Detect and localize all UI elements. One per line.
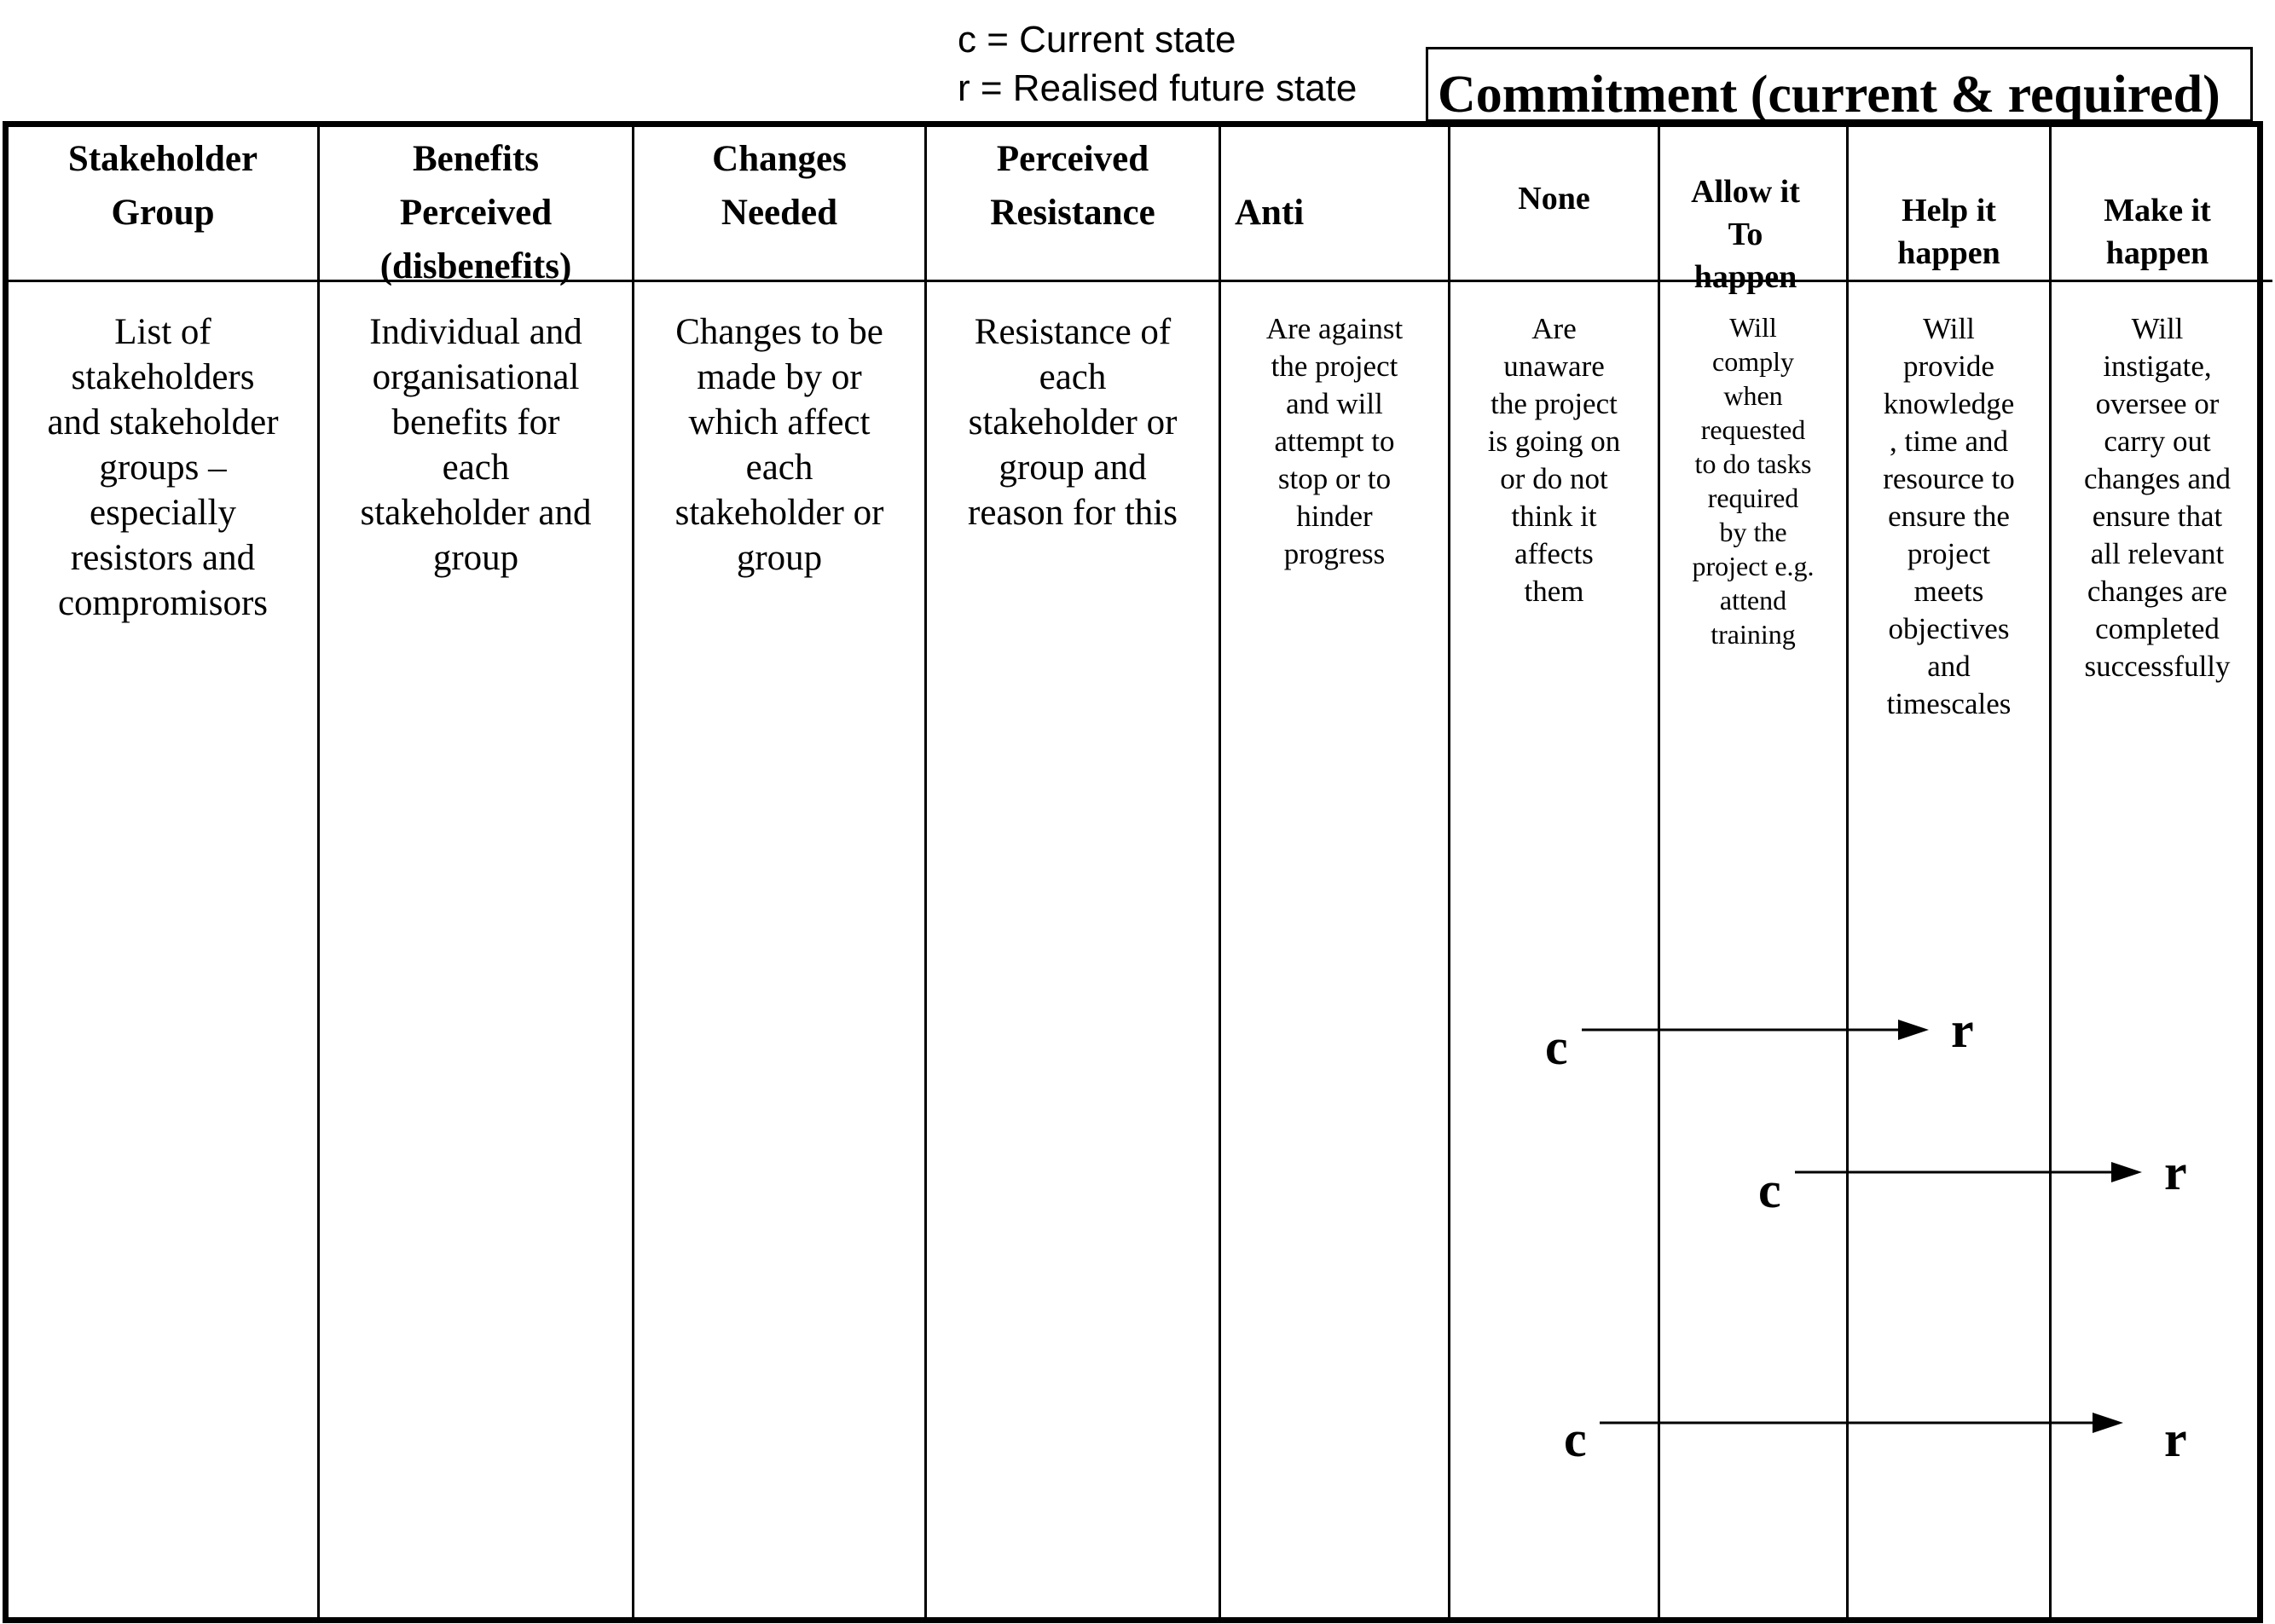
header-stakeholder-group: Stakeholder Group bbox=[67, 139, 258, 233]
header-none: None bbox=[1518, 181, 1590, 217]
description-help-it-happen: Will provide knowledge , time and resource to ensure the project meets objectives and timescales bbox=[1883, 312, 2015, 720]
description-make-it-happen: Will instigate, oversee or carry out changes and ensure that all relevant changes are completed successfully bbox=[2083, 312, 2231, 683]
description-changes-needed: Changes to be made by or which affect each stakeholder or group bbox=[674, 312, 884, 578]
description-perceived-resistance: Resistance of each stakeholder or group and reason for this bbox=[968, 312, 1178, 533]
header-changes-needed: Changes Needed bbox=[712, 139, 847, 233]
description-benefits-perceived: Individual and organisational benefits for each stakeholder and group bbox=[360, 312, 592, 578]
current-state-label: c bbox=[1564, 1411, 1587, 1467]
transition-arrow bbox=[1582, 1020, 1929, 1040]
transition-arrow bbox=[1600, 1413, 2123, 1433]
header-allow-it-to-happen: Allow it To happen bbox=[1691, 174, 1800, 295]
transition-arrow bbox=[1795, 1162, 2142, 1182]
header-make-it-happen: Make it happen bbox=[2104, 193, 2211, 271]
header-help-it-happen: Help it happen bbox=[1897, 193, 2000, 271]
current-state-label: c bbox=[1758, 1162, 1781, 1218]
description-allow-it-to-happen: Will comply when requested to do tasks required by the project e.g. attend training bbox=[1692, 312, 1815, 650]
future-state-label: r bbox=[2164, 1411, 2187, 1467]
header-benefits-perceived: Benefits Perceived (disbenefits) bbox=[379, 139, 572, 286]
description-anti: Are against the project and will attempt to stop or to hinder progress bbox=[1265, 312, 1404, 570]
description-stakeholder-group: List of stakeholders and stakeholder groups – especially resistors and compromisors bbox=[47, 312, 279, 623]
legend-realised: r = Realised future state bbox=[958, 67, 1357, 109]
header-perceived-resistance: Perceived Resistance bbox=[990, 139, 1155, 233]
future-state-label: r bbox=[1951, 1002, 1974, 1058]
current-state-label: c bbox=[1545, 1019, 1568, 1075]
description-none: Are unaware the project is going on or do not think it affects them bbox=[1487, 312, 1621, 608]
future-state-label: r bbox=[2164, 1144, 2187, 1200]
header-anti: Anti bbox=[1235, 193, 1305, 233]
legend-current: c = Current state bbox=[958, 19, 1236, 61]
commitment-title: Commitment (current & required) bbox=[1438, 66, 2220, 124]
